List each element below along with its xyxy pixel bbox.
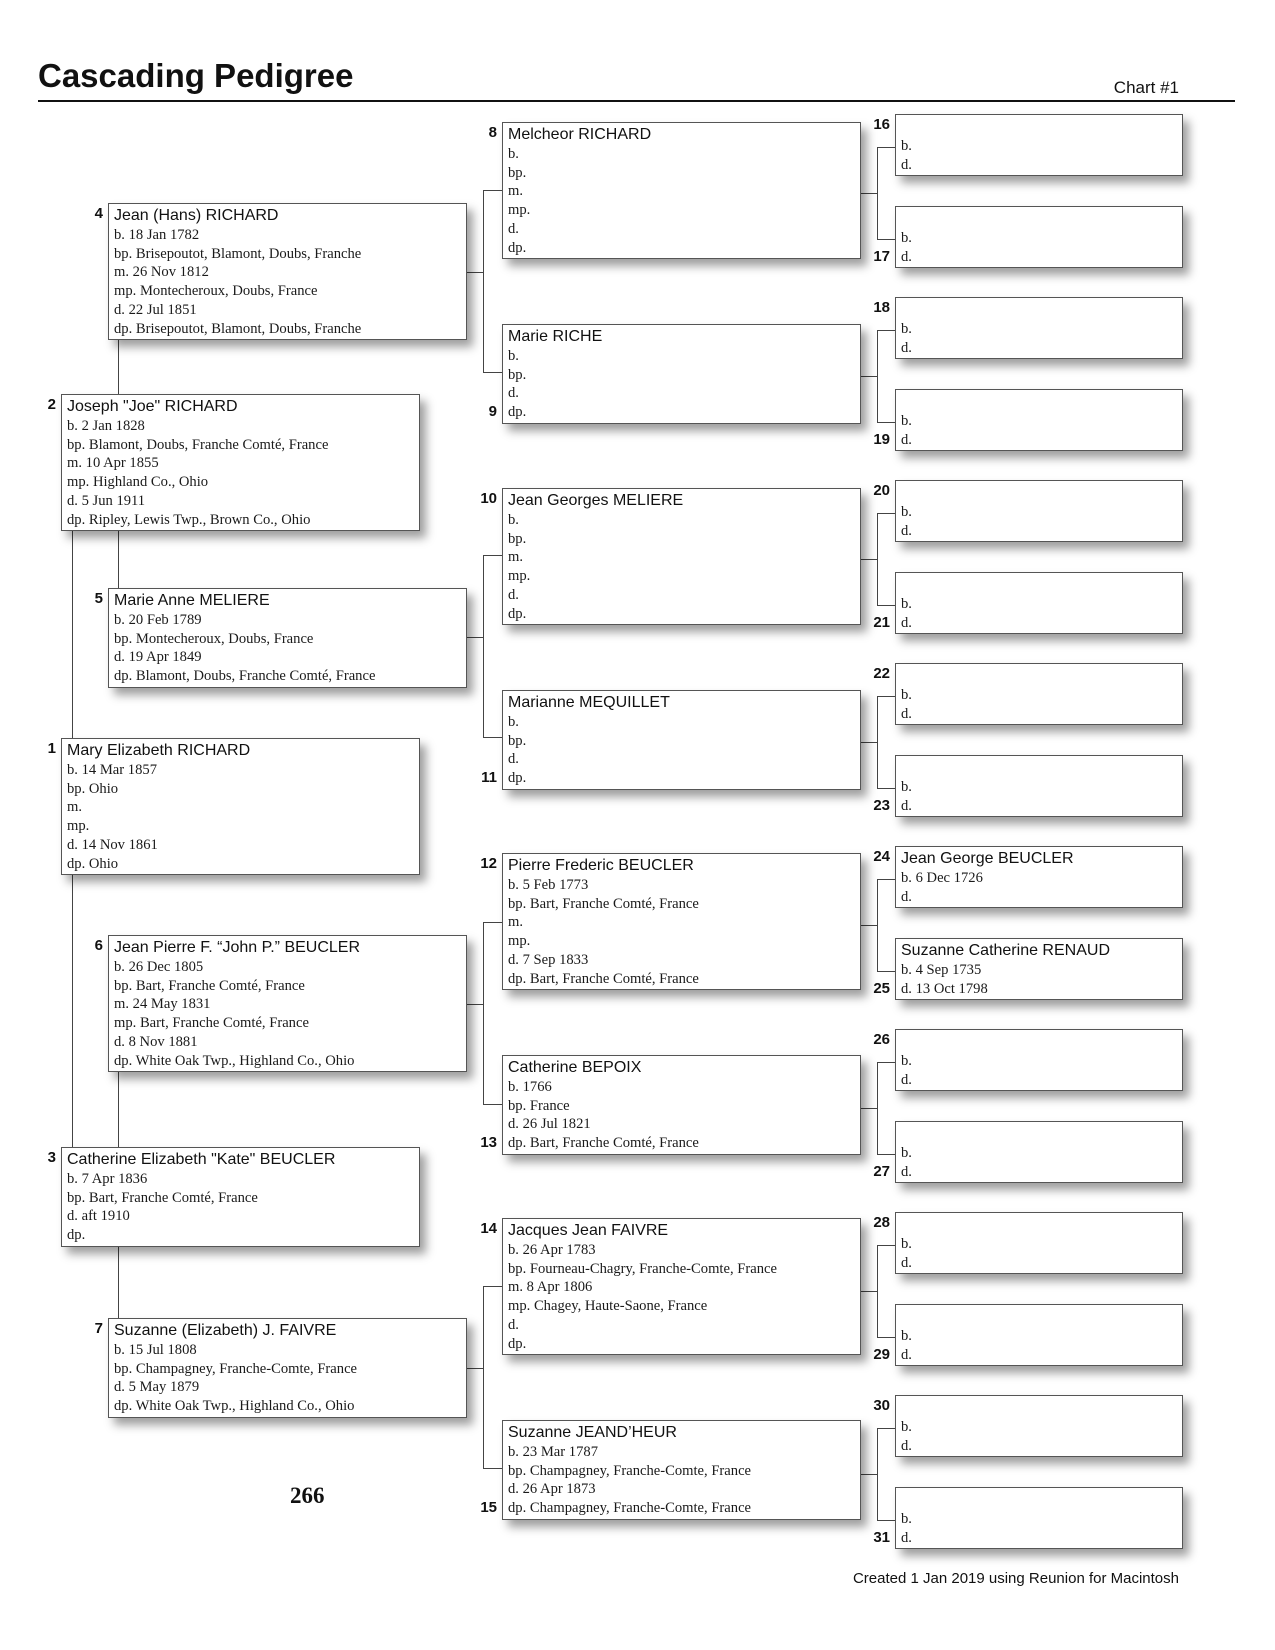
person-detail: d. <box>508 220 519 237</box>
connector-line <box>861 559 877 560</box>
person-number: 31 <box>873 1529 890 1546</box>
created-note: Created 1 Jan 2019 using Reunion for Macintosh <box>852 1570 1179 1587</box>
person-number: 22 <box>873 665 890 682</box>
person-detail: d. 8 Nov 1881 <box>114 1033 198 1050</box>
person-name <box>901 483 1182 503</box>
person-detail: b. 26 Apr 1783 <box>508 1242 596 1258</box>
person-detail: m. <box>67 799 82 816</box>
person-box[interactable] <box>108 588 467 688</box>
person-detail: b. <box>901 1511 912 1527</box>
connector-line <box>877 1428 878 1520</box>
person-box[interactable] <box>895 846 1183 908</box>
person-number: 4 <box>94 205 103 222</box>
person-box[interactable] <box>502 690 861 790</box>
person-detail: b. 18 Jan 1782 <box>114 227 200 243</box>
person-detail: d. <box>901 888 912 905</box>
person-detail: mp. <box>508 568 531 585</box>
person-number: 7 <box>94 1320 103 1337</box>
connector-line <box>483 555 502 556</box>
person-detail: d. <box>508 385 519 402</box>
person-detail: dp. Ripley, Lewis Twp., Brown Co., Ohio <box>67 511 311 528</box>
person-detail: b. 20 Feb 1789 <box>114 612 202 628</box>
person-detail: d. aft 1910 <box>67 1208 130 1225</box>
person-box[interactable] <box>895 1212 1183 1274</box>
person-detail: m. 10 Apr 1855 <box>67 455 159 472</box>
person-detail: b. <box>901 230 912 246</box>
person-number: 20 <box>873 482 890 499</box>
connector-line <box>118 531 119 588</box>
person-detail: dp. <box>67 1227 86 1244</box>
person-name: Catherine Elizabeth "Kate" BEUCLER <box>67 1151 336 1168</box>
person-detail: d. <box>901 156 912 173</box>
person-detail: b. 26 Dec 1805 <box>114 959 204 975</box>
connector-line <box>877 147 878 239</box>
person-number: 15 <box>480 1499 497 1516</box>
person-name: Suzanne JEAND’HEUR <box>508 1424 677 1441</box>
person-name <box>901 209 1182 229</box>
person-detail: bp. Brisepoutot, Blamont, Doubs, Franche <box>114 245 362 262</box>
connector-line <box>877 1337 895 1338</box>
person-number: 28 <box>873 1214 890 1231</box>
person-number: 10 <box>480 490 497 507</box>
person-number: 26 <box>873 1031 890 1048</box>
person-number: 2 <box>47 396 56 413</box>
person-box[interactable] <box>502 122 861 259</box>
person-name <box>901 575 1182 595</box>
person-box[interactable] <box>895 389 1183 451</box>
person-box[interactable] <box>61 1147 420 1247</box>
connector-line <box>483 190 484 372</box>
person-name: Jean George BEUCLER <box>901 850 1074 867</box>
person-number: 5 <box>94 590 103 607</box>
person-name: Marie RICHE <box>508 328 603 345</box>
person-name: Joseph "Joe" RICHARD <box>67 398 238 415</box>
person-number: 17 <box>873 248 890 265</box>
person-detail: mp. Montecheroux, Doubs, France <box>114 283 318 300</box>
person-detail: bp. <box>508 366 527 383</box>
person-detail: mp. <box>508 202 531 219</box>
person-detail: d. <box>901 705 912 722</box>
connector-line <box>877 513 895 514</box>
person-box[interactable] <box>895 1121 1183 1183</box>
person-box[interactable] <box>895 938 1183 1000</box>
person-detail: d. <box>901 1071 912 1088</box>
person-detail: b. <box>508 714 519 730</box>
page-number: 266 <box>290 1483 325 1508</box>
person-number: 6 <box>94 937 103 954</box>
connector-line <box>861 925 877 926</box>
person-box[interactable] <box>895 663 1183 725</box>
connector-line <box>467 637 483 638</box>
person-detail: b. <box>901 596 912 612</box>
person-name <box>901 1307 1182 1327</box>
connector-line <box>877 1062 895 1063</box>
connector-line <box>877 1245 878 1337</box>
person-detail: dp. <box>508 404 527 421</box>
person-box[interactable] <box>502 853 861 990</box>
person-detail: d. 5 Jun 1911 <box>67 492 146 509</box>
person-detail: mp. Chagey, Haute-Saone, France <box>508 1298 708 1315</box>
person-detail: b. 7 Apr 1836 <box>67 1171 148 1187</box>
person-number: 14 <box>480 1220 497 1237</box>
person-box[interactable] <box>108 1318 467 1418</box>
person-box[interactable] <box>108 935 467 1072</box>
person-detail: b. <box>901 1419 912 1435</box>
connector-line <box>483 1104 502 1105</box>
person-box[interactable] <box>895 480 1183 542</box>
person-detail: d. 19 Apr 1849 <box>114 649 202 666</box>
person-detail: dp. Blamont, Doubs, Franche Comté, France <box>114 668 376 685</box>
person-name <box>901 758 1182 778</box>
person-detail: d. <box>901 431 912 448</box>
person-detail: dp. White Oak Twp., Highland Co., Ohio <box>114 1052 355 1069</box>
person-detail: b. <box>508 348 519 364</box>
connector-line <box>861 376 877 377</box>
person-box[interactable] <box>895 572 1183 634</box>
connector-line <box>877 1062 878 1154</box>
connector-line <box>118 340 119 394</box>
person-detail: bp. Bart, Franche Comté, France <box>67 1189 258 1206</box>
person-number: 13 <box>480 1134 497 1151</box>
person-number: 21 <box>873 614 890 631</box>
person-name <box>901 300 1182 320</box>
person-box[interactable] <box>895 1029 1183 1091</box>
person-name: Pierre Frederic BEUCLER <box>508 857 694 874</box>
connector-line <box>877 879 895 880</box>
person-detail: b. 14 Mar 1857 <box>67 762 157 778</box>
connector-line <box>877 696 878 788</box>
person-detail: bp. Fourneau-Chagry, Franche-Comte, France <box>508 1260 777 1277</box>
connector-line <box>877 696 895 697</box>
person-name <box>901 1490 1182 1510</box>
person-detail: b. <box>901 413 912 429</box>
connector-line <box>877 605 895 606</box>
person-box[interactable] <box>502 1055 861 1155</box>
person-detail: bp. <box>508 732 527 749</box>
person-detail: b. <box>901 687 912 703</box>
person-detail: d. 26 Apr 1873 <box>508 1481 596 1498</box>
person-detail: bp. Montecheroux, Doubs, France <box>114 630 314 647</box>
person-detail: b. 5 Feb 1773 <box>508 877 589 893</box>
person-number: 12 <box>480 855 497 872</box>
person-detail: bp. <box>508 530 527 547</box>
person-name: Catherine BEPOIX <box>508 1059 642 1076</box>
person-name <box>901 1124 1182 1144</box>
person-detail: d. 7 Sep 1833 <box>508 951 589 968</box>
person-box[interactable] <box>895 114 1183 176</box>
person-detail: dp. Bart, Franche Comté, France <box>508 970 699 987</box>
connector-line <box>483 737 502 738</box>
person-detail: d. <box>901 1529 912 1546</box>
person-number: 23 <box>873 797 890 814</box>
person-number: 27 <box>873 1163 890 1180</box>
connector-line <box>467 1004 483 1005</box>
person-detail: b. <box>901 1328 912 1344</box>
connector-line <box>861 1474 877 1475</box>
person-detail: dp. <box>508 605 527 622</box>
person-detail: d. 14 Nov 1861 <box>67 836 158 853</box>
person-detail: dp. Champagney, Franche-Comte, France <box>508 1500 752 1517</box>
person-detail: d. <box>508 586 519 603</box>
person-name: Jean (Hans) RICHARD <box>114 207 279 224</box>
person-detail: d. 5 May 1879 <box>114 1379 200 1396</box>
connector-line <box>877 330 878 422</box>
person-detail: b. 4 Sep 1735 <box>901 962 982 978</box>
person-detail: d. <box>901 1437 912 1454</box>
connector-line <box>877 147 895 148</box>
person-box[interactable] <box>61 394 420 531</box>
person-detail: mp. Highland Co., Ohio <box>67 474 209 491</box>
person-detail: b. 15 Jul 1808 <box>114 1342 197 1358</box>
person-detail: m. 8 Apr 1806 <box>508 1279 593 1296</box>
person-detail: d. <box>901 614 912 631</box>
person-name: Marianne MEQUILLET <box>508 694 670 711</box>
person-detail: d. <box>901 1163 912 1180</box>
connector-line <box>877 330 895 331</box>
person-detail: bp. Bart, Franche Comté, France <box>508 895 699 912</box>
connector-line <box>861 1108 877 1109</box>
page-title: Cascading Pedigree <box>38 57 354 94</box>
chart-number: Chart #1 <box>1113 78 1179 97</box>
person-detail: dp. <box>508 1335 527 1352</box>
person-name: Suzanne (Elizabeth) J. FAIVRE <box>114 1322 337 1339</box>
connector-line <box>483 1286 502 1287</box>
person-detail: b. <box>901 1145 912 1161</box>
connector-line <box>483 372 502 373</box>
person-box[interactable] <box>895 206 1183 268</box>
person-detail: m. 24 May 1831 <box>114 996 211 1013</box>
person-detail: bp. Blamont, Doubs, Franche Comté, France <box>67 436 329 453</box>
person-detail: bp. <box>508 164 527 181</box>
person-name: Suzanne Catherine RENAUD <box>901 942 1110 959</box>
connector-line <box>861 1291 877 1292</box>
person-detail: dp. <box>508 239 527 256</box>
connector-line <box>467 1368 483 1369</box>
connector-line <box>877 422 895 423</box>
person-name: Jean Georges MELIERE <box>508 492 684 509</box>
person-detail: d. <box>901 248 912 265</box>
connector-line <box>483 922 502 923</box>
connector-line <box>467 272 483 273</box>
person-number: 30 <box>873 1397 890 1414</box>
person-name: Jacques Jean FAIVRE <box>508 1222 669 1239</box>
person-detail: d. <box>508 751 519 768</box>
person-detail: bp. Champagney, Franche-Comte, France <box>508 1462 752 1479</box>
person-number: 29 <box>873 1346 890 1363</box>
connector-line <box>118 1247 119 1318</box>
connector-line <box>877 1428 895 1429</box>
person-detail: b. <box>901 138 912 154</box>
connector-line <box>877 879 878 971</box>
person-detail: mp. Bart, Franche Comté, France <box>114 1015 309 1032</box>
person-detail: b. 1766 <box>508 1079 552 1095</box>
person-box[interactable] <box>502 488 861 625</box>
person-detail: b. 2 Jan 1828 <box>67 418 145 434</box>
person-detail: d. <box>508 1316 519 1333</box>
person-detail: m. <box>508 183 523 200</box>
person-box[interactable] <box>61 738 420 875</box>
person-detail: dp. <box>508 770 527 787</box>
person-detail: b. <box>901 779 912 795</box>
connector-line <box>877 239 895 240</box>
connector-line <box>118 1072 119 1147</box>
person-detail: d. <box>901 1346 912 1363</box>
person-number: 8 <box>488 124 497 141</box>
connector-line <box>861 742 877 743</box>
person-detail: d. <box>901 797 912 814</box>
person-name <box>901 392 1182 412</box>
connector-line <box>877 1245 895 1246</box>
person-detail: dp. Bart, Franche Comté, France <box>508 1135 699 1152</box>
person-box[interactable] <box>502 1420 861 1520</box>
person-detail: b. <box>901 504 912 520</box>
person-box[interactable] <box>895 1487 1183 1549</box>
person-number: 1 <box>47 740 56 757</box>
person-name: Marie Anne MELIERE <box>114 592 270 609</box>
person-detail: d. 13 Oct 1798 <box>901 980 988 997</box>
person-detail: dp. White Oak Twp., Highland Co., Ohio <box>114 1398 355 1415</box>
person-name: Melcheor RICHARD <box>508 126 652 143</box>
connector-line <box>72 875 73 1147</box>
title-rule <box>38 100 1235 102</box>
person-detail: b. <box>508 146 519 162</box>
connector-line <box>877 788 895 789</box>
person-detail: d. <box>901 339 912 356</box>
person-detail: bp. Bart, Franche Comté, France <box>114 977 305 994</box>
person-box[interactable] <box>895 1304 1183 1366</box>
person-detail: b. <box>901 1053 912 1069</box>
person-detail: m. 26 Nov 1812 <box>114 264 209 281</box>
person-number: 19 <box>873 431 890 448</box>
person-name <box>901 666 1182 686</box>
person-detail: d. 26 Jul 1821 <box>508 1116 591 1133</box>
person-name: Jean Pierre F. “John P.” BEUCLER <box>114 939 361 956</box>
person-number: 25 <box>873 980 890 997</box>
person-name <box>901 1032 1182 1052</box>
person-detail: d. 22 Jul 1851 <box>114 301 197 318</box>
person-number: 24 <box>873 848 890 865</box>
person-number: 3 <box>47 1149 56 1166</box>
person-detail: bp. Champagney, Franche-Comte, France <box>114 1360 358 1377</box>
person-box[interactable] <box>895 1395 1183 1457</box>
person-detail: bp. Ohio <box>67 780 119 797</box>
person-name <box>901 1215 1182 1235</box>
connector-line <box>483 922 484 1104</box>
person-name <box>901 117 1182 137</box>
connector-line <box>483 1468 502 1469</box>
connector-line <box>877 1154 895 1155</box>
connector-line <box>877 513 878 605</box>
person-detail: b. <box>508 512 519 528</box>
person-number: 11 <box>481 769 497 786</box>
person-detail: b. <box>901 1236 912 1252</box>
person-number: 18 <box>873 299 890 316</box>
person-detail: mp. <box>67 818 90 835</box>
person-box[interactable] <box>108 203 467 340</box>
person-detail: d. <box>901 522 912 539</box>
person-detail: b. 23 Mar 1787 <box>508 1444 598 1460</box>
person-name: Mary Elizabeth RICHARD <box>67 742 251 759</box>
person-detail: d. <box>901 1254 912 1271</box>
connector-line <box>483 1286 484 1468</box>
person-detail: bp. France <box>508 1097 570 1114</box>
person-number: 9 <box>488 403 497 420</box>
person-detail: dp. Ohio <box>67 855 119 872</box>
connector-line <box>483 190 502 191</box>
person-detail: mp. <box>508 933 531 950</box>
person-detail: b. 6 Dec 1726 <box>901 870 983 886</box>
connector-line <box>877 971 895 972</box>
connector-line <box>72 531 73 738</box>
person-name <box>901 1398 1182 1418</box>
connector-line <box>483 555 484 737</box>
connector-line <box>861 193 877 194</box>
person-detail: m. <box>508 914 523 931</box>
person-box[interactable] <box>502 1218 861 1355</box>
person-detail: m. <box>508 549 523 566</box>
person-box[interactable] <box>895 297 1183 359</box>
connector-line <box>877 1520 895 1521</box>
person-box[interactable] <box>502 324 861 424</box>
person-number: 16 <box>873 116 890 133</box>
person-box[interactable] <box>895 755 1183 817</box>
person-detail: b. <box>901 321 912 337</box>
person-detail: dp. Brisepoutot, Blamont, Doubs, Franche <box>114 320 362 337</box>
